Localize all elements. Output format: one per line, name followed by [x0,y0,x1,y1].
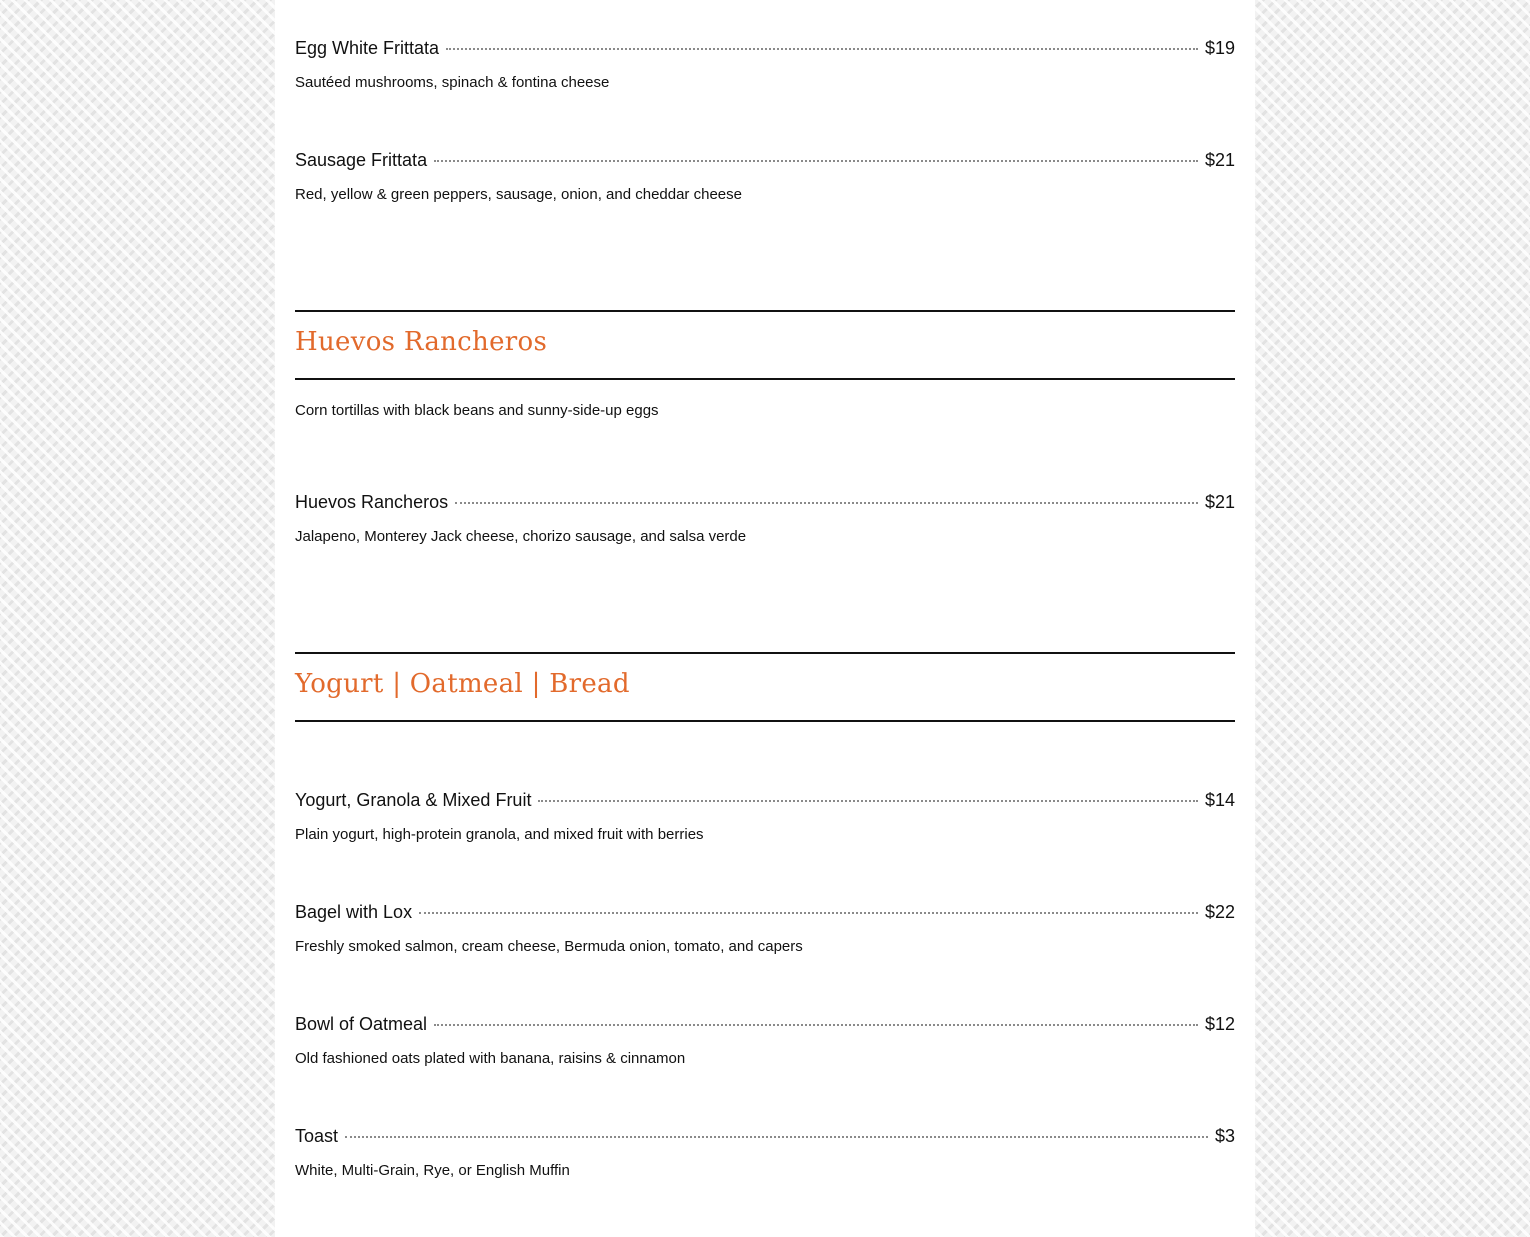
menu-item-row [295,492,1235,516]
menu-item-row [295,902,1235,926]
section-title-huevos-rancheros: Huevos Rancheros [295,327,548,357]
menu-item-name: Sausage Frittata [295,150,428,170]
dotted-leader [446,48,1198,50]
dotted-leader [538,800,1198,802]
section-divider-bottom [295,720,1235,722]
section-divider-bottom [295,378,1235,380]
menu-item-name: Egg White Frittata [295,38,440,58]
menu-item-row [295,1126,1235,1150]
menu-item-name: Yogurt, Granola & Mixed Fruit [295,790,532,810]
menu-item-price: $21 [1204,492,1235,512]
menu-item-description: Red, yellow & green peppers, sausage, onion, and cheddar cheese [295,186,742,203]
menu-item [295,1126,1235,1179]
section-description: Corn tortillas with black beans and sunny-side-up eggs [295,402,659,419]
menu-item [295,38,1235,91]
menu-item-name: Bagel with Lox [295,902,413,922]
section-title-yogurt-oatmeal-bread: Yogurt | Oatmeal | Bread [295,669,630,699]
menu-item-description: Old fashioned oats plated with banana, raisins & cinnamon [295,1050,686,1067]
menu-item-row [295,790,1235,814]
menu-item [295,902,1235,955]
menu-item-description: Sautéed mushrooms, spinach & fontina cheese [295,74,610,91]
menu-item [295,790,1235,843]
menu-item-price: $19 [1204,38,1235,58]
menu-item-description: Plain yogurt, high-protein granola, and mixed fruit with berries [295,826,704,843]
menu-item-row [295,38,1235,62]
menu-item-row [295,1014,1235,1038]
dotted-leader [345,1136,1208,1138]
menu-item-description: Freshly smoked salmon, cream cheese, Bermuda onion, tomato, and capers [295,938,803,955]
dotted-leader [434,160,1198,162]
dotted-leader [419,912,1198,914]
menu-item-description: Jalapeno, Monterey Jack cheese, chorizo sausage, and salsa verde [295,528,747,545]
menu-item [295,150,1235,203]
dotted-leader [434,1024,1198,1026]
menu-item-name: Huevos Rancheros [295,492,449,512]
menu-item [295,492,1235,545]
menu-item-price: $21 [1204,150,1235,170]
menu-item [295,1014,1235,1067]
menu-item-price: $14 [1204,790,1235,810]
menu-item-description: White, Multi-Grain, Rye, or English Muffin [295,1162,570,1179]
section-divider-top [295,310,1235,312]
menu-item-price: $12 [1204,1014,1235,1034]
menu-item-price: $3 [1214,1126,1235,1146]
dotted-leader [455,502,1198,504]
menu-item-row [295,150,1235,174]
menu-item-name: Bowl of Oatmeal [295,1014,428,1034]
menu-item-price: $22 [1204,902,1235,922]
menu-item-name: Toast [295,1126,339,1146]
menu-page [275,0,1255,1237]
section-divider-top [295,652,1235,654]
